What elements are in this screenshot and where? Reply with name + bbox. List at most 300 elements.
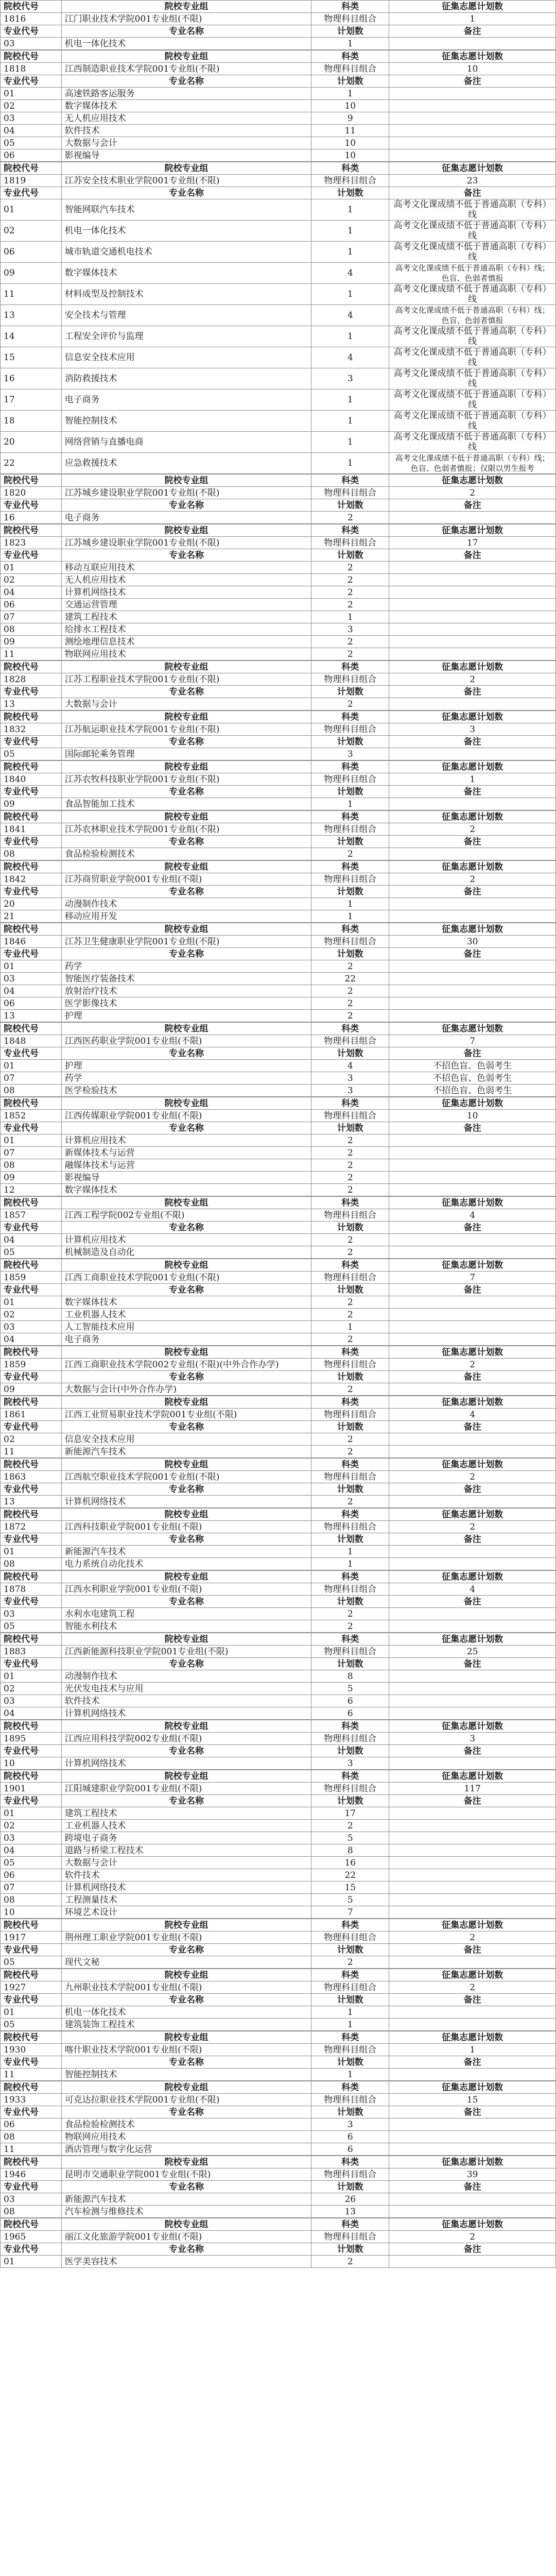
header-remarks: 备注	[389, 75, 556, 88]
header-college-code: 院校代号	[1, 2031, 62, 2044]
major-header-row	[1, 2056, 556, 2069]
major-remark	[389, 88, 556, 100]
major-remark	[389, 1321, 556, 1333]
header-college-code: 院校代号	[1, 524, 62, 537]
college-group: 喀什职业技术学院001专业组(不限)	[61, 2044, 311, 2056]
header-college-code: 院校代号	[1, 1509, 62, 1521]
major-header-row	[1, 1047, 556, 1060]
major-code: 02	[1, 1820, 62, 1832]
plan-count: 7	[389, 1035, 556, 1047]
header-major-code: 专业代号	[1, 1284, 62, 1296]
header-remarks: 备注	[389, 2106, 556, 2119]
header-remarks: 备注	[389, 1421, 556, 1433]
header-subject: 科类	[311, 2031, 389, 2044]
major-header-row	[1, 686, 556, 698]
major-name: 建筑工程技术	[61, 1807, 311, 1820]
subject-category: 物理科目组合	[311, 1981, 389, 1994]
header-major-plan: 计划数	[311, 1658, 389, 1670]
major-name: 护理	[61, 1010, 311, 1022]
header-major-code: 专业代号	[1, 948, 62, 960]
major-remark	[389, 1246, 556, 1259]
major-name: 机械制造及自动化	[61, 1246, 311, 1259]
major-code: 01	[1, 1807, 62, 1820]
major-plan: 2	[311, 985, 389, 997]
major-name: 道路与桥梁工程技术	[61, 1844, 311, 1857]
major-header-row	[1, 1421, 556, 1433]
header-plan-count: 征集志愿计划数	[389, 811, 556, 823]
major-remark	[389, 1832, 556, 1844]
major-name: 材料成型及控制技术	[61, 284, 311, 305]
major-header-row	[1, 1371, 556, 1383]
major-plan: 2	[311, 2256, 389, 2268]
major-remark	[389, 2019, 556, 2031]
subject-category: 物理科目组合	[311, 2168, 389, 2181]
college-group: 昆明市交通职业学院001专业组(不限)	[61, 2168, 311, 2181]
major-remark	[389, 1134, 556, 1147]
major-row	[1, 1844, 556, 1857]
major-row	[1, 1906, 556, 1919]
header-major-name: 专业名称	[61, 549, 311, 562]
major-plan: 1	[311, 2069, 389, 2081]
major-plan: 8	[311, 1844, 389, 1857]
major-code: 16	[1, 512, 62, 524]
major-row	[1, 1894, 556, 1906]
header-plan-count: 征集志愿计划数	[389, 2081, 556, 2094]
major-remark: 高考文化课成绩不低于普通高职（专科）线	[389, 411, 556, 432]
header-college-group: 院校专业组	[61, 1633, 311, 1646]
major-header-row	[1, 948, 556, 960]
header-major-plan: 计划数	[311, 1944, 389, 1956]
major-header-row	[1, 1596, 556, 1608]
plan-count: 25	[389, 1646, 556, 1658]
major-remark	[389, 2119, 556, 2131]
header-plan-count: 征集志愿计划数	[389, 861, 556, 873]
major-remark	[389, 1869, 556, 1882]
college-header-row	[1, 661, 556, 673]
major-name: 电力系统自动化技术	[61, 1558, 311, 1570]
major-code: 13	[1, 1010, 62, 1022]
header-plan-count: 征集志愿计划数	[389, 1346, 556, 1359]
major-code: 08	[1, 1558, 62, 1570]
major-plan: 1	[311, 798, 389, 810]
header-plan-count: 征集志愿计划数	[389, 923, 556, 936]
major-code: 05	[1, 1620, 62, 1633]
major-remark	[389, 1670, 556, 1683]
major-header-row	[1, 25, 556, 38]
major-name: 食品智能加工技术	[61, 798, 311, 810]
major-code: 04	[1, 985, 62, 997]
major-plan: 2	[311, 1496, 389, 1508]
major-remark	[389, 997, 556, 1010]
major-row	[1, 1757, 556, 1770]
header-plan-count: 征集志愿计划数	[389, 711, 556, 723]
college-code: 1859	[1, 1272, 62, 1284]
major-name: 药学	[61, 1072, 311, 1084]
college-code: 1863	[1, 1471, 62, 1483]
header-college-group: 院校专业组	[61, 1459, 311, 1471]
major-remark	[389, 586, 556, 599]
college-group: 江门职业技术学院001专业组(不限)	[61, 13, 311, 25]
major-remark	[389, 1683, 556, 1695]
major-plan: 6	[311, 2143, 389, 2156]
header-college-code: 院校代号	[1, 1346, 62, 1359]
college-code: 1883	[1, 1646, 62, 1658]
major-remark	[389, 1496, 556, 1508]
college-code: 1901	[1, 1783, 62, 1795]
college-row	[1, 1646, 556, 1658]
major-name: 计算机网络技术	[61, 586, 311, 599]
header-remarks: 备注	[389, 1745, 556, 1757]
major-header-row	[1, 1483, 556, 1496]
header-plan-count: 征集志愿计划数	[389, 2156, 556, 2168]
plan-count: 4	[389, 1209, 556, 1222]
header-college-group: 院校专业组	[61, 1097, 311, 1110]
header-remarks: 备注	[389, 1047, 556, 1060]
major-code: 04	[1, 1844, 62, 1857]
header-major-name: 专业名称	[61, 1658, 311, 1670]
major-remark	[389, 1608, 556, 1620]
header-plan-count: 征集志愿计划数	[389, 1197, 556, 1209]
major-row	[1, 1147, 556, 1159]
major-plan: 17	[311, 1807, 389, 1820]
major-remark	[389, 137, 556, 149]
header-major-plan: 计划数	[311, 1122, 389, 1134]
major-row	[1, 1234, 556, 1246]
plan-count: 17	[389, 537, 556, 549]
major-plan: 2	[311, 1333, 389, 1346]
major-remark	[389, 599, 556, 611]
major-plan: 2	[311, 648, 389, 660]
header-major-name: 专业名称	[61, 187, 311, 199]
header-major-name: 专业名称	[61, 499, 311, 512]
college-block	[0, 1508, 556, 1570]
header-remarks: 备注	[389, 836, 556, 848]
header-major-name: 专业名称	[61, 1222, 311, 1234]
major-header-row	[1, 736, 556, 748]
major-header-row	[1, 2181, 556, 2193]
major-code: 11	[1, 2069, 62, 2081]
header-major-code: 专业代号	[1, 1421, 62, 1433]
major-code: 04	[1, 1707, 62, 1720]
major-row	[1, 623, 556, 636]
header-major-name: 专业名称	[61, 1795, 311, 1807]
major-plan: 2	[311, 1620, 389, 1633]
major-row	[1, 112, 556, 125]
major-row	[1, 1869, 556, 1882]
college-code: 1832	[1, 723, 62, 736]
college-code: 1828	[1, 673, 62, 686]
major-row	[1, 1496, 556, 1508]
subject-category: 物理科目组合	[311, 1521, 389, 1533]
college-code: 1846	[1, 936, 62, 948]
major-header-row	[1, 499, 556, 512]
major-remark	[389, 1172, 556, 1184]
major-remark: 高考文化课成绩不低于普通高职（专科）线	[389, 242, 556, 263]
college-block	[0, 1396, 556, 1458]
major-plan: 11	[311, 125, 389, 137]
major-code: 21	[1, 910, 62, 923]
header-subject: 科类	[311, 1259, 389, 1272]
major-row	[1, 574, 556, 586]
major-plan: 2	[311, 1172, 389, 1184]
major-name: 新能源汽车技术	[61, 1546, 311, 1558]
major-plan: 4	[311, 305, 389, 326]
major-plan: 2	[311, 586, 389, 599]
major-name: 影视编导	[61, 1172, 311, 1184]
major-name: 国际邮轮乘务管理	[61, 748, 311, 760]
major-row	[1, 960, 556, 973]
major-name: 计算机应用技术	[61, 1134, 311, 1147]
header-subject: 科类	[311, 2156, 389, 2168]
major-remark	[389, 1333, 556, 1346]
college-block	[0, 810, 556, 860]
header-college-code: 院校代号	[1, 811, 62, 823]
major-name: 人工智能技术应用	[61, 1321, 311, 1333]
major-name: 城市轨道交通机电技术	[61, 242, 311, 263]
major-code: 03	[1, 112, 62, 125]
header-major-code: 专业代号	[1, 499, 62, 512]
college-row	[1, 487, 556, 499]
major-plan: 2	[311, 599, 389, 611]
college-block	[0, 0, 556, 50]
header-college-code: 院校代号	[1, 761, 62, 773]
header-remarks: 备注	[389, 886, 556, 898]
major-remark	[389, 1894, 556, 1906]
header-plan-count: 征集志愿计划数	[389, 2031, 556, 2044]
plan-count: 2	[389, 873, 556, 886]
major-header-row	[1, 2106, 556, 2119]
major-name: 计算机网络技术	[61, 1757, 311, 1770]
header-subject: 科类	[311, 2218, 389, 2231]
college-header-row	[1, 1919, 556, 1931]
major-header-row	[1, 1222, 556, 1234]
major-row	[1, 2069, 556, 2081]
header-college-group: 院校专业组	[61, 2031, 311, 2044]
major-name: 软件技术	[61, 1695, 311, 1707]
college-group: 江苏城乡建设职业学院001专业组(不限)	[61, 487, 311, 499]
major-code: 02	[1, 1309, 62, 1321]
major-remark: 高考文化课成绩不低于普通高职（专科）线	[389, 389, 556, 411]
major-name: 电子商务	[61, 389, 311, 411]
major-row	[1, 985, 556, 997]
college-row	[1, 63, 556, 75]
major-code: 06	[1, 242, 62, 263]
major-plan: 2	[311, 1820, 389, 1832]
major-plan: 2	[311, 1234, 389, 1246]
header-remarks: 备注	[389, 1371, 556, 1383]
major-code: 05	[1, 748, 62, 760]
major-plan: 3	[311, 2119, 389, 2131]
header-major-name: 专业名称	[61, 25, 311, 38]
header-major-plan: 计划数	[311, 75, 389, 88]
header-college-code: 院校代号	[1, 162, 62, 175]
major-code: 15	[1, 347, 62, 368]
major-row	[1, 221, 556, 242]
major-name: 汽车检测与维修技术	[61, 2206, 311, 2218]
header-major-name: 专业名称	[61, 1745, 311, 1757]
major-plan: 3	[311, 623, 389, 636]
major-remark	[389, 2256, 556, 2268]
header-major-code: 专业代号	[1, 1222, 62, 1234]
major-code: 13	[1, 698, 62, 710]
subject-category: 物理科目组合	[311, 2094, 389, 2106]
major-plan: 10	[311, 100, 389, 112]
header-college-code: 院校代号	[1, 1720, 62, 1733]
major-row	[1, 898, 556, 910]
major-row	[1, 1683, 556, 1695]
college-code: 1857	[1, 1209, 62, 1222]
major-header-row	[1, 886, 556, 898]
header-college-code: 院校代号	[1, 1259, 62, 1272]
major-plan: 2	[311, 1446, 389, 1458]
major-header-row	[1, 1533, 556, 1546]
subject-category: 物理科目组合	[311, 175, 389, 187]
major-row	[1, 199, 556, 221]
major-plan: 2	[311, 1433, 389, 1446]
header-college-group: 院校专业组	[61, 50, 311, 63]
college-group: 江苏卫生健康职业学院001专业组(不限)	[61, 936, 311, 948]
college-group: 江西应用科技学院002专业组(不限)	[61, 1733, 311, 1745]
major-plan: 2	[311, 574, 389, 586]
college-group: 荆州理工职业学院001专业组(不限)	[61, 1931, 311, 1944]
major-row	[1, 611, 556, 623]
major-plan: 3	[311, 368, 389, 389]
major-plan: 1	[311, 221, 389, 242]
major-header-row	[1, 1994, 556, 2006]
major-row	[1, 512, 556, 524]
college-code: 1930	[1, 2044, 62, 2056]
major-remark	[389, 1184, 556, 1196]
header-major-plan: 计划数	[311, 187, 389, 199]
header-college-group: 院校专业组	[61, 1, 311, 13]
major-row	[1, 305, 556, 326]
major-remark: 不招色盲、色弱考生	[389, 1084, 556, 1097]
header-major-plan: 计划数	[311, 1483, 389, 1496]
header-college-code: 院校代号	[1, 1969, 62, 1981]
header-major-plan: 计划数	[311, 1047, 389, 1060]
major-plan: 1	[311, 326, 389, 347]
header-major-plan: 计划数	[311, 786, 389, 798]
college-block	[0, 1770, 556, 1919]
college-header-row	[1, 1770, 556, 1783]
college-group: 江西工业贸易职业技术学院001专业组(不限)	[61, 1409, 311, 1421]
header-plan-count: 征集志愿计划数	[389, 524, 556, 537]
plan-count: 2	[389, 1931, 556, 1944]
college-header-row	[1, 761, 556, 773]
header-major-name: 专业名称	[61, 1371, 311, 1383]
major-plan: 3	[311, 1084, 389, 1097]
major-name: 食品检验检测技术	[61, 2119, 311, 2131]
college-code: 1842	[1, 873, 62, 886]
subject-category: 物理科目组合	[311, 1272, 389, 1284]
college-header-row	[1, 811, 556, 823]
subject-category: 物理科目组合	[311, 1209, 389, 1222]
header-major-code: 专业代号	[1, 1658, 62, 1670]
major-plan: 9	[311, 112, 389, 125]
major-remark	[389, 1757, 556, 1770]
major-row	[1, 125, 556, 137]
major-name: 网络营销与直播电商	[61, 432, 311, 453]
college-code: 1840	[1, 773, 62, 786]
college-group: 江西制造职业技术学院001专业组(不限)	[61, 63, 311, 75]
major-code: 20	[1, 432, 62, 453]
header-college-group: 院校专业组	[61, 1259, 311, 1272]
major-remark	[389, 2006, 556, 2019]
major-remark	[389, 960, 556, 973]
plan-count: 4	[389, 1583, 556, 1596]
subject-category: 物理科目组合	[311, 1359, 389, 1371]
major-code: 13	[1, 305, 62, 326]
header-major-name: 专业名称	[61, 836, 311, 848]
major-plan: 2	[311, 1956, 389, 1969]
major-name: 光伏发电技术与应用	[61, 1683, 311, 1695]
major-name: 护理	[61, 1060, 311, 1072]
header-college-group: 院校专业组	[61, 1969, 311, 1981]
major-row	[1, 1882, 556, 1894]
header-major-code: 专业代号	[1, 786, 62, 798]
major-code: 14	[1, 326, 62, 347]
header-major-name: 专业名称	[61, 948, 311, 960]
major-row	[1, 100, 556, 112]
header-college-group: 院校专业组	[61, 1571, 311, 1583]
major-code: 11	[1, 1446, 62, 1458]
major-row	[1, 347, 556, 368]
major-row	[1, 38, 556, 50]
header-major-plan: 计划数	[311, 1795, 389, 1807]
header-subject: 科类	[311, 1571, 389, 1583]
plan-count: 10	[389, 63, 556, 75]
major-code: 06	[1, 1869, 62, 1882]
header-major-name: 专业名称	[61, 686, 311, 698]
header-plan-count: 征集志愿计划数	[389, 1259, 556, 1272]
header-major-code: 专业代号	[1, 549, 62, 562]
major-name: 影视编导	[61, 149, 311, 162]
header-remarks: 备注	[389, 1944, 556, 1956]
header-subject: 科类	[311, 1459, 389, 1471]
major-plan: 22	[311, 1869, 389, 1882]
header-remarks: 备注	[389, 786, 556, 798]
college-header-row	[1, 1509, 556, 1521]
major-header-row	[1, 1745, 556, 1757]
header-major-plan: 计划数	[311, 1745, 389, 1757]
header-major-plan: 计划数	[311, 1421, 389, 1433]
header-subject: 科类	[311, 761, 389, 773]
subject-category: 物理科目组合	[311, 1931, 389, 1944]
header-college-group: 院校专业组	[61, 1720, 311, 1733]
major-code: 06	[1, 599, 62, 611]
major-row	[1, 411, 556, 432]
major-plan: 2	[311, 1383, 389, 1396]
major-code: 09	[1, 263, 62, 284]
header-subject: 科类	[311, 50, 389, 63]
college-header-row	[1, 474, 556, 487]
major-plan: 3	[311, 1072, 389, 1084]
major-row	[1, 1707, 556, 1720]
major-name: 数字媒体技术	[61, 1184, 311, 1196]
header-subject: 科类	[311, 923, 389, 936]
major-plan: 1	[311, 611, 389, 623]
college-block	[0, 474, 556, 524]
header-major-code: 专业代号	[1, 1122, 62, 1134]
major-remark	[389, 748, 556, 760]
major-row	[1, 368, 556, 389]
header-college-code: 院校代号	[1, 661, 62, 673]
major-remark	[389, 574, 556, 586]
header-major-plan: 计划数	[311, 1284, 389, 1296]
major-name: 信息安全技术应用	[61, 347, 311, 368]
major-code: 08	[1, 1894, 62, 1906]
header-major-code: 专业代号	[1, 1047, 62, 1060]
